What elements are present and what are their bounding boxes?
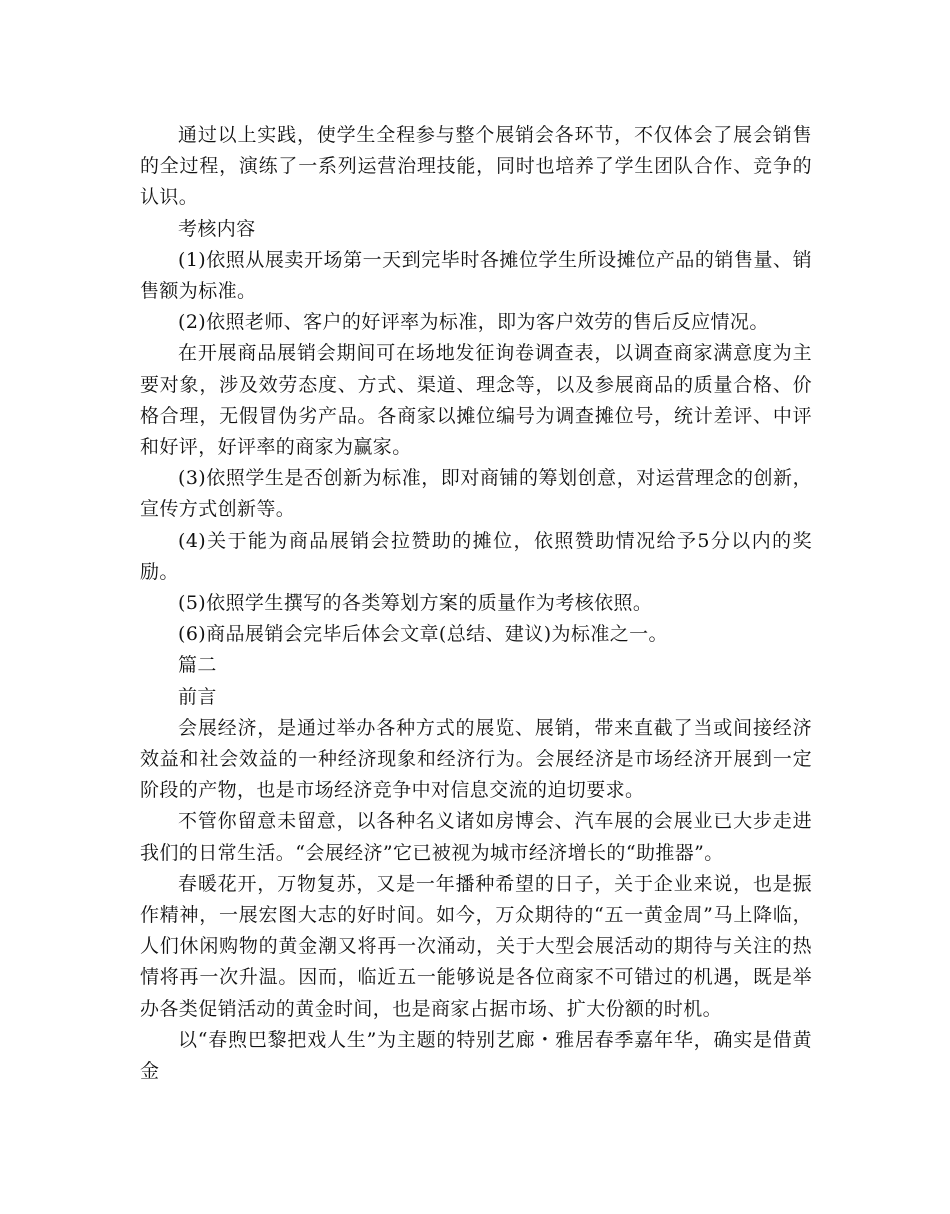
paragraph-carnival: 以“春煦巴黎把戏人生”为主题的特别艺廊・雅居春季嘉年华，确实是借黄金: [140, 1028, 812, 1083]
document-body: [140, 120, 812, 1087]
paragraph-spring: 春暖花开，万物复苏，又是一年播种希望的日子，关于企业来说，也是振作精神，一展宏图大志的好时间。如今，万众期待的“五一黄金周”马上降临，人们休闲购物的黄金潮又将再一次涌动，关于大型会展活动的期待与关注的热情将再一次升温。因而，临近五一能够说是各位商家不可错过的机遇，既是举办各类促销活动的黄金时间，也是商家占据市场、扩大份额的时机。: [140, 872, 812, 1020]
paragraph-practice-summary: 通过以上实践，使学生全程参与整个展销会各环节，不仅体会了展会销售的全过程，演练了一系列运营治理技能，同时也培养了学生团队合作、竞争的认识。: [140, 124, 812, 209]
paragraph-exhibition-economy: 会展经济，是通过举办各种方式的展览、展销，带来直截了当或间接经济效益和社会效益的一种经济现象和经济行为。会展经济是市场经济开展到一定阶段的产物，也是市场经济竞争中对信息交流的迫切要求。: [140, 716, 812, 802]
paragraph-daily-life: 不管你留意未留意，以各种名义诸如房博会、汽车展的会展业已大步走进我们的日常生活。“会展经济”它已被视为城市经济增长的“助推器”。: [140, 810, 812, 864]
paragraph-criterion-1: (1)依照从展卖开场第一天到完毕时各摊位学生所设摊位产品的销售量、销售额为标准。: [140, 248, 812, 303]
paragraph-criterion-4: (4)关于能为商品展销会拉赞助的摊位，依照赞助情况给予5分以内的奖励。: [140, 529, 812, 583]
paragraph-criterion-5: (5)依照学生撰写的各类筹划方案的质量作为考核依照。: [178, 592, 653, 615]
heading-preface: 前言: [178, 685, 217, 708]
paragraph-survey: 在开展商品展销会期间可在场地发征询卷调查表，以调查商家满意度为主要对象，涉及效劳态度、方式、渠道、理念等，以及参展商品的质量合格、价格合理，无假冒伪劣产品。各商家以摊位编号为调查摊位号，统计差评、中评和好评，好评率的商家为赢家。: [140, 342, 812, 459]
paragraph-criterion-3: (3)依照学生是否创新为标准，即对商铺的筹划创意，对运营理念的创新，宣传方式创新等。: [140, 467, 812, 521]
heading-assessment-content: 考核内容: [178, 217, 256, 240]
heading-part-two: 篇二: [178, 654, 217, 677]
paragraph-criterion-6: (6)商品展销会完毕后体会文章(总结、建议)为标准之一。: [178, 623, 668, 646]
paragraph-criterion-2: (2)依照老师、客户的好评率为标准，即为客户效劳的售后反应情况。: [178, 311, 769, 334]
